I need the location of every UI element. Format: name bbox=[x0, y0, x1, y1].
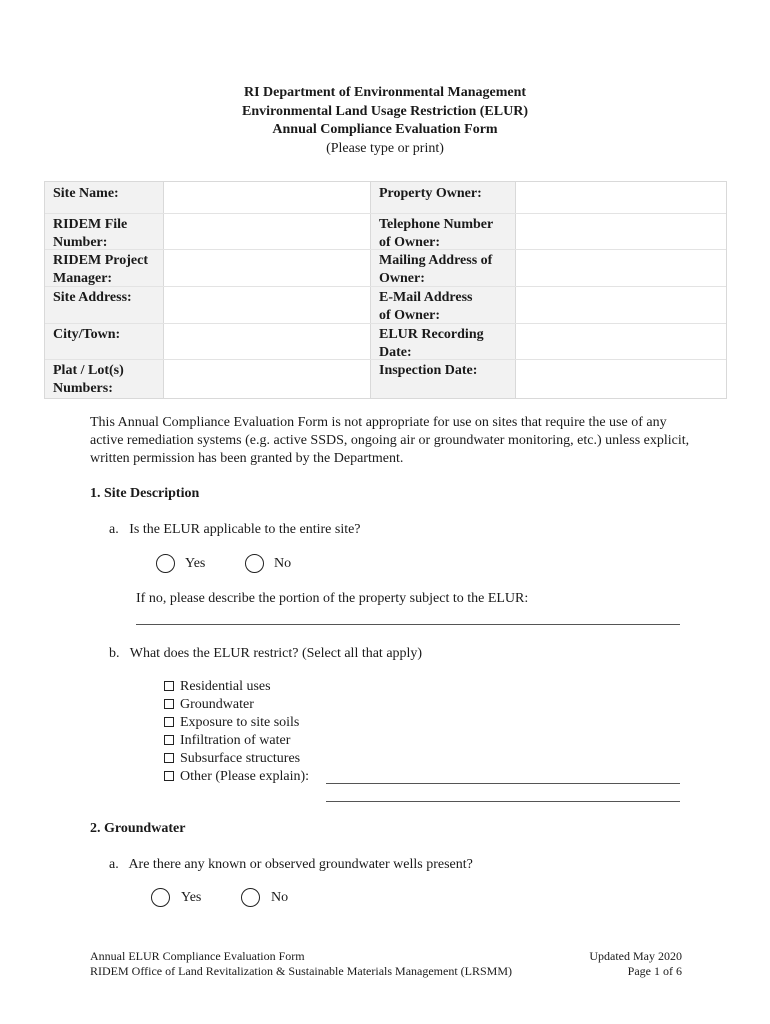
question-elur-applicable: a. Is the ELUR applicable to the entire site? bbox=[109, 522, 361, 537]
owner-mailing-address-label: Mailing Address of Owner: bbox=[379, 253, 493, 286]
radio-wells-no[interactable] bbox=[241, 888, 260, 907]
checkbox-icon[interactable] bbox=[164, 771, 174, 781]
owner-telephone-field[interactable] bbox=[516, 214, 726, 249]
footer-right bbox=[589, 949, 682, 979]
inspection-date-label: Inspection Date: bbox=[379, 363, 478, 378]
section-site-description-title: 1. Site Description bbox=[90, 486, 200, 501]
form-instruction: (Please type or print) bbox=[326, 140, 444, 156]
radio-wells-yes[interactable] bbox=[151, 888, 170, 907]
footer-updated-date: Updated May 2020 bbox=[589, 949, 682, 963]
no-label: No bbox=[271, 890, 289, 905]
site-name-label: Site Name: bbox=[53, 186, 119, 201]
department-title: RI Department of Environmental Management bbox=[243, 85, 527, 100]
option-groundwater[interactable] bbox=[164, 696, 254, 714]
checkbox-icon[interactable] bbox=[164, 681, 174, 691]
footer-left bbox=[90, 949, 512, 979]
footer-page-number: Page 1 of 6 bbox=[627, 964, 682, 978]
program-title: Environmental Land Usage Restriction (ELUR) bbox=[242, 103, 528, 119]
owner-mailing-address-field[interactable] bbox=[516, 250, 726, 286]
plat-lot-field[interactable] bbox=[164, 360, 370, 398]
checkbox-icon[interactable] bbox=[164, 753, 174, 763]
inspection-date-field[interactable] bbox=[516, 360, 726, 398]
no-label: No bbox=[274, 556, 292, 571]
checkbox-icon[interactable] bbox=[164, 699, 174, 709]
option-label: Groundwater bbox=[180, 697, 254, 712]
yes-label: Yes bbox=[185, 556, 206, 571]
option-other[interactable] bbox=[164, 768, 309, 786]
if-no-instruction: If no, please describe the portion of the property subject to the ELUR: bbox=[136, 591, 529, 606]
owner-email-field[interactable] bbox=[516, 287, 726, 323]
city-town-label: City/Town: bbox=[53, 327, 121, 342]
section-groundwater-title: 2. Groundwater bbox=[90, 821, 186, 836]
option-infiltration-water[interactable] bbox=[164, 732, 290, 750]
other-explain-line-2[interactable] bbox=[326, 801, 680, 802]
property-owner-field[interactable] bbox=[516, 182, 726, 213]
file-number-field[interactable] bbox=[164, 214, 370, 249]
option-label: Other (Please explain): bbox=[180, 769, 310, 784]
radio-elur-applicable-no[interactable] bbox=[245, 554, 264, 573]
form-title: Annual Compliance Evaluation Form bbox=[272, 122, 498, 137]
footer-office-name: RIDEM Office of Land Revitalization & Sustainable Materials Management (LRSMM) bbox=[90, 964, 513, 978]
other-explain-line-1[interactable] bbox=[326, 783, 680, 784]
question-elur-restricts: b. What does the ELUR restrict? (Select all that apply) bbox=[109, 646, 423, 661]
recording-date-field[interactable] bbox=[516, 324, 726, 359]
form-header bbox=[0, 84, 770, 158]
checkbox-icon[interactable] bbox=[164, 717, 174, 727]
owner-telephone-label: Telephone Number of Owner: bbox=[379, 217, 494, 250]
option-subsurface-structures[interactable] bbox=[164, 750, 300, 768]
project-manager-field[interactable] bbox=[164, 250, 370, 286]
if-no-answer-line[interactable] bbox=[136, 624, 680, 625]
file-number-label: RIDEM File Number: bbox=[53, 217, 128, 250]
intro-paragraph: This Annual Compliance Evaluation Form is not appropriate for use on sites that require the use of any active remediation systems (e.g. active SSDS, ongoing air or groundwater monitoring, etc.) unless explicit, written permission has been granted by the Department. bbox=[90, 415, 690, 466]
option-label: Residential uses bbox=[180, 679, 271, 694]
yes-label: Yes bbox=[181, 890, 202, 905]
site-address-field[interactable] bbox=[164, 287, 370, 323]
property-owner-label: Property Owner: bbox=[379, 186, 482, 201]
option-label: Subsurface structures bbox=[180, 751, 301, 766]
project-manager-label: RIDEM Project Manager: bbox=[53, 253, 148, 286]
option-exposure-site-soils[interactable] bbox=[164, 714, 299, 732]
checkbox-icon[interactable] bbox=[164, 735, 174, 745]
owner-email-label: E-Mail Address of Owner: bbox=[379, 290, 473, 323]
footer-form-name: Annual ELUR Compliance Evaluation Form bbox=[90, 949, 305, 963]
radio-elur-applicable-yes[interactable] bbox=[156, 554, 175, 573]
question-groundwater-wells: a. Are there any known or observed groundwater wells present? bbox=[109, 857, 473, 872]
site-name-field[interactable] bbox=[164, 182, 370, 213]
option-residential-uses[interactable] bbox=[164, 678, 271, 696]
city-town-field[interactable] bbox=[164, 324, 370, 359]
plat-lot-label: Plat / Lot(s) Numbers: bbox=[53, 363, 124, 396]
recording-date-label: ELUR Recording Date: bbox=[379, 327, 484, 360]
option-label: Exposure to site soils bbox=[180, 715, 300, 730]
site-info-table bbox=[44, 181, 727, 399]
site-address-label: Site Address: bbox=[53, 290, 132, 305]
option-label: Infiltration of water bbox=[180, 733, 291, 748]
